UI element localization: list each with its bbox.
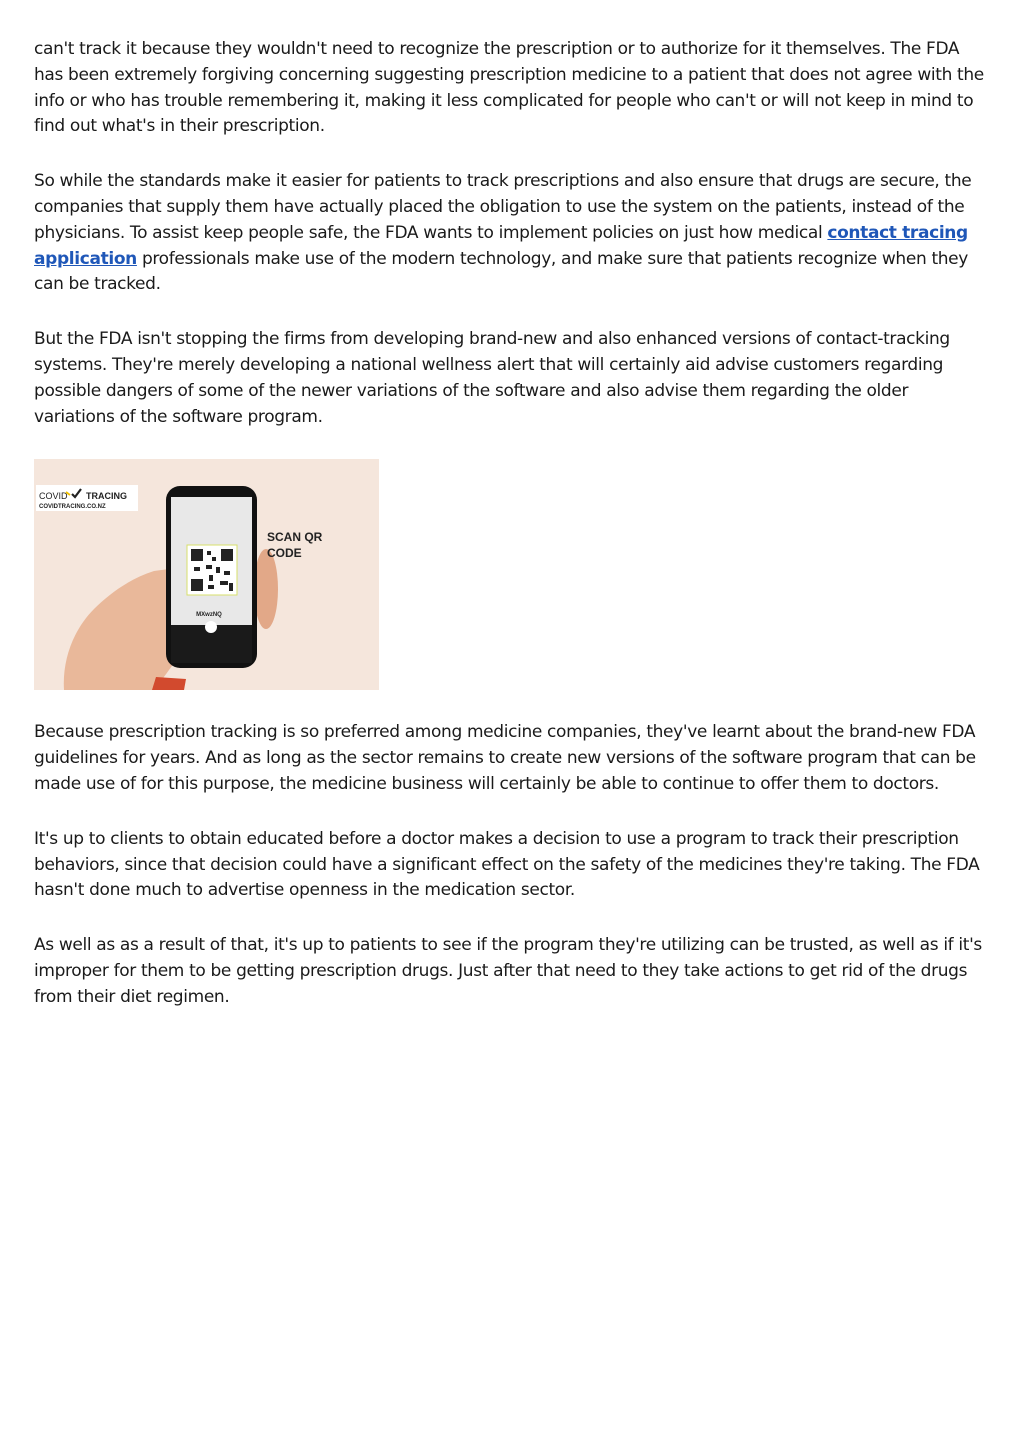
hand-holding-phone-icon: [34, 459, 379, 690]
qr-scan-image: [34, 459, 379, 690]
sleeve-shape: [152, 677, 186, 690]
paragraph-2-text-a: So while the standards make it easier for patients to track prescriptions and also ensure that drugs are secure, the companies that supply them have actually placed the obligation to use the system on the patients, instead of the physicians. To assist keep people safe, the FDA wants to implement policies on just how medical: [34, 171, 972, 243]
shutter-button: [205, 621, 217, 633]
finger-shape: [254, 549, 278, 629]
paragraph-2-text-b: professionals make use of the modern technology, and make sure that patients recognize when they can be tracked.: [34, 248, 969, 295]
paragraph-1: can't track it because they wouldn't need to recognize the prescription or to authorize for it themselves. The FDA has been extremely forgiving concerning suggesting prescription medicine to a patient that does not agree with the info or who has trouble remembering it, making it less complicated for people who can't or will not keep in mind to find out what's in their prescription.: [34, 39, 984, 137]
phone-code-text: MXwzNQ: [196, 612, 222, 619]
paragraph-4: Because prescription tracking is so preferred among medicine companies, they've learnt about the brand-new FDA guidelines for years. And as long as the sector remains to create new versions of the software program that can be made use of for this purpose, the medicine business will certainly be able to continue to offer them to doctors.: [34, 722, 976, 794]
paragraph-6: As well as as a result of that, it's up to patients to see if the program they're utilizing can be trusted, as well as if it's improper for them to be getting prescription drugs. Just after that need to they take actions to get rid of the drugs from their diet regimen.: [34, 935, 982, 1007]
paragraph-2: [34, 169, 992, 298]
paragraph-5: It's up to clients to obtain educated before a doctor makes a decision to use a program to track their prescription behaviors, since that decision could have a significant effect on the safety of the medicines they're taking. The FDA hasn't done much to advertise openness in the medication sector.: [34, 828, 980, 901]
logo-word-tracing: TRACING: [86, 491, 127, 502]
article-body: [34, 37, 992, 1040]
logo-word-covid: COVID: [39, 491, 68, 502]
paragraph-3: But the FDA isn't stopping the firms from developing brand-new and also enhanced versions of contact-tracking systems. They're merely developing a national wellness alert that will certainly aid advise customers regarding possible dangers of some of the newer variations of the software and also advise them regarding the older variations of the software program.: [34, 329, 950, 427]
scan-qr-caption-line1: SCAN QR: [267, 530, 323, 545]
contact-tracing-link[interactable]: contact tracing application: [34, 222, 968, 269]
logo-url: COVIDTRACING.CO.NZ: [39, 504, 106, 511]
scan-qr-caption-line2: CODE: [267, 546, 302, 561]
